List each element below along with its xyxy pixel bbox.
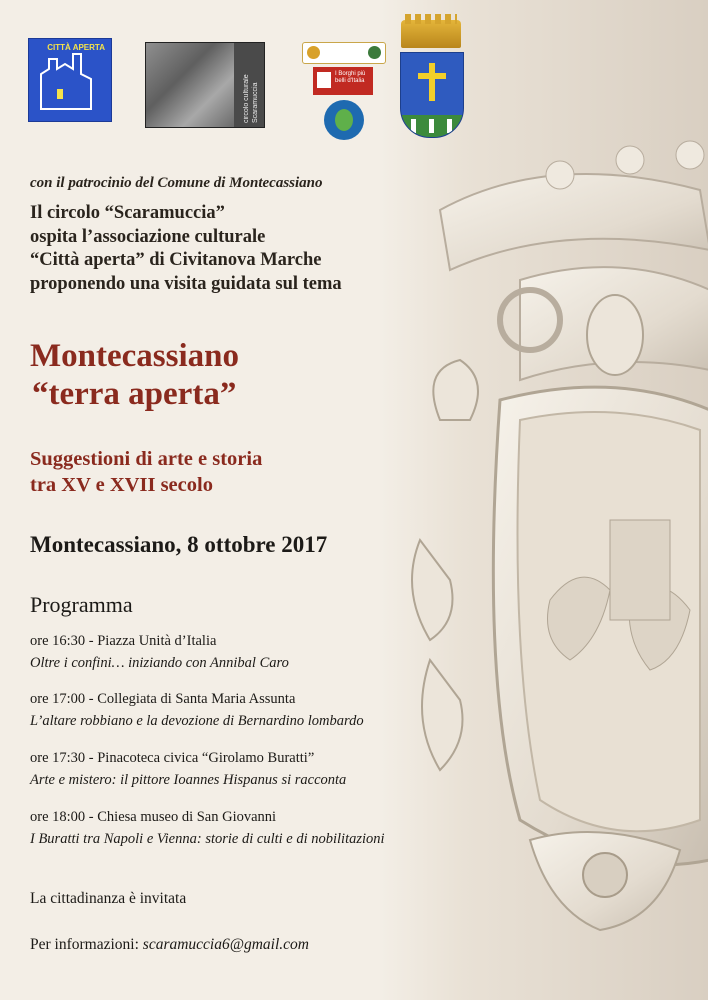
borghi-belli-logo [313, 67, 373, 95]
intro-line: proponendo una visita guidata sul tema [30, 273, 342, 294]
badge-right-emblem [368, 46, 381, 59]
tower-3 [447, 119, 452, 133]
house-icon [317, 72, 331, 88]
rooftops-photo [146, 43, 234, 127]
cross-icon [429, 63, 435, 101]
programme-time-place: ore 17:00 - Collegiata di Santa Maria Assunta [30, 691, 296, 707]
programme-description: L’altare robbiano e la devozione di Bernardino lombardo [30, 713, 364, 729]
citta-aperta-logo-text: CITTÀ APERTA [47, 43, 105, 52]
crown-icon [401, 20, 461, 48]
leaf-emblem-logo [324, 100, 364, 140]
programme-item [30, 806, 385, 850]
contact-info [30, 936, 309, 954]
citta-aperta-logo [28, 38, 112, 122]
event-title-quote: “terra aperta” [32, 376, 237, 412]
scaramuccia-logo [145, 42, 265, 128]
subtitle-line: tra XV e XVII secolo [30, 474, 213, 496]
programme-description: Oltre i confini… iniziando con Annibal Caro [30, 655, 289, 671]
programme-item [30, 630, 289, 674]
programme-description: I Buratti tra Napoli e Vienna: storie di culti e di nobilitazioni [30, 831, 385, 847]
contact-label: Per informazioni: [30, 936, 143, 953]
sponsor-logos [0, 0, 708, 160]
event-date: Montecassiano, 8 ottobre 2017 [30, 532, 328, 557]
invitation-line: La cittadinanza è invitata [30, 890, 187, 907]
patronage-line: con il patrocinio del Comune di Montecassiano [30, 175, 323, 191]
programme-description: Arte e mistero: il pittore Ioannes Hispanus si racconta [30, 772, 347, 788]
scaramuccia-logo-text: circolo culturale Scaramuccia [243, 74, 259, 123]
intro-line: “Città aperta” di Civitanova Marche [30, 250, 322, 270]
intro-line: Il circolo “Scaramuccia” [30, 203, 225, 223]
intro-line: ospita l’associazione culturale [30, 226, 266, 247]
borghi-badge-logo [302, 42, 386, 64]
badge-left-emblem [307, 46, 320, 59]
contact-email[interactable]: scaramuccia6@gmail.com [142, 936, 309, 953]
tower-1 [411, 119, 416, 133]
municipal-crest-logo [398, 20, 464, 140]
programme-heading: Programma [30, 592, 133, 617]
cross-bar [418, 73, 446, 79]
event-title: Montecassiano [30, 338, 239, 374]
event-subtitle [30, 446, 262, 498]
intro-paragraph [30, 202, 342, 296]
programme-time-place: ore 16:30 - Piazza Unità d’Italia [30, 633, 217, 649]
castle-icon [29, 39, 111, 121]
subtitle-line: Suggestioni di arte e storia [30, 448, 263, 470]
shield-icon [400, 52, 464, 138]
hills-icon [401, 115, 463, 137]
programme-item [30, 747, 346, 791]
tower-2 [429, 119, 434, 133]
programme-time-place: ore 17:30 - Pinacoteca civica “Girolamo Buratti” [30, 750, 315, 766]
stone-coat-of-arms-image [400, 120, 708, 940]
leaf-icon [335, 109, 353, 131]
programme-time-place: ore 18:00 - Chiesa museo di San Giovanni [30, 809, 277, 825]
borghi-logo-text: I Borghi più belli d'Italia [335, 71, 366, 84]
programme-item [30, 688, 364, 732]
